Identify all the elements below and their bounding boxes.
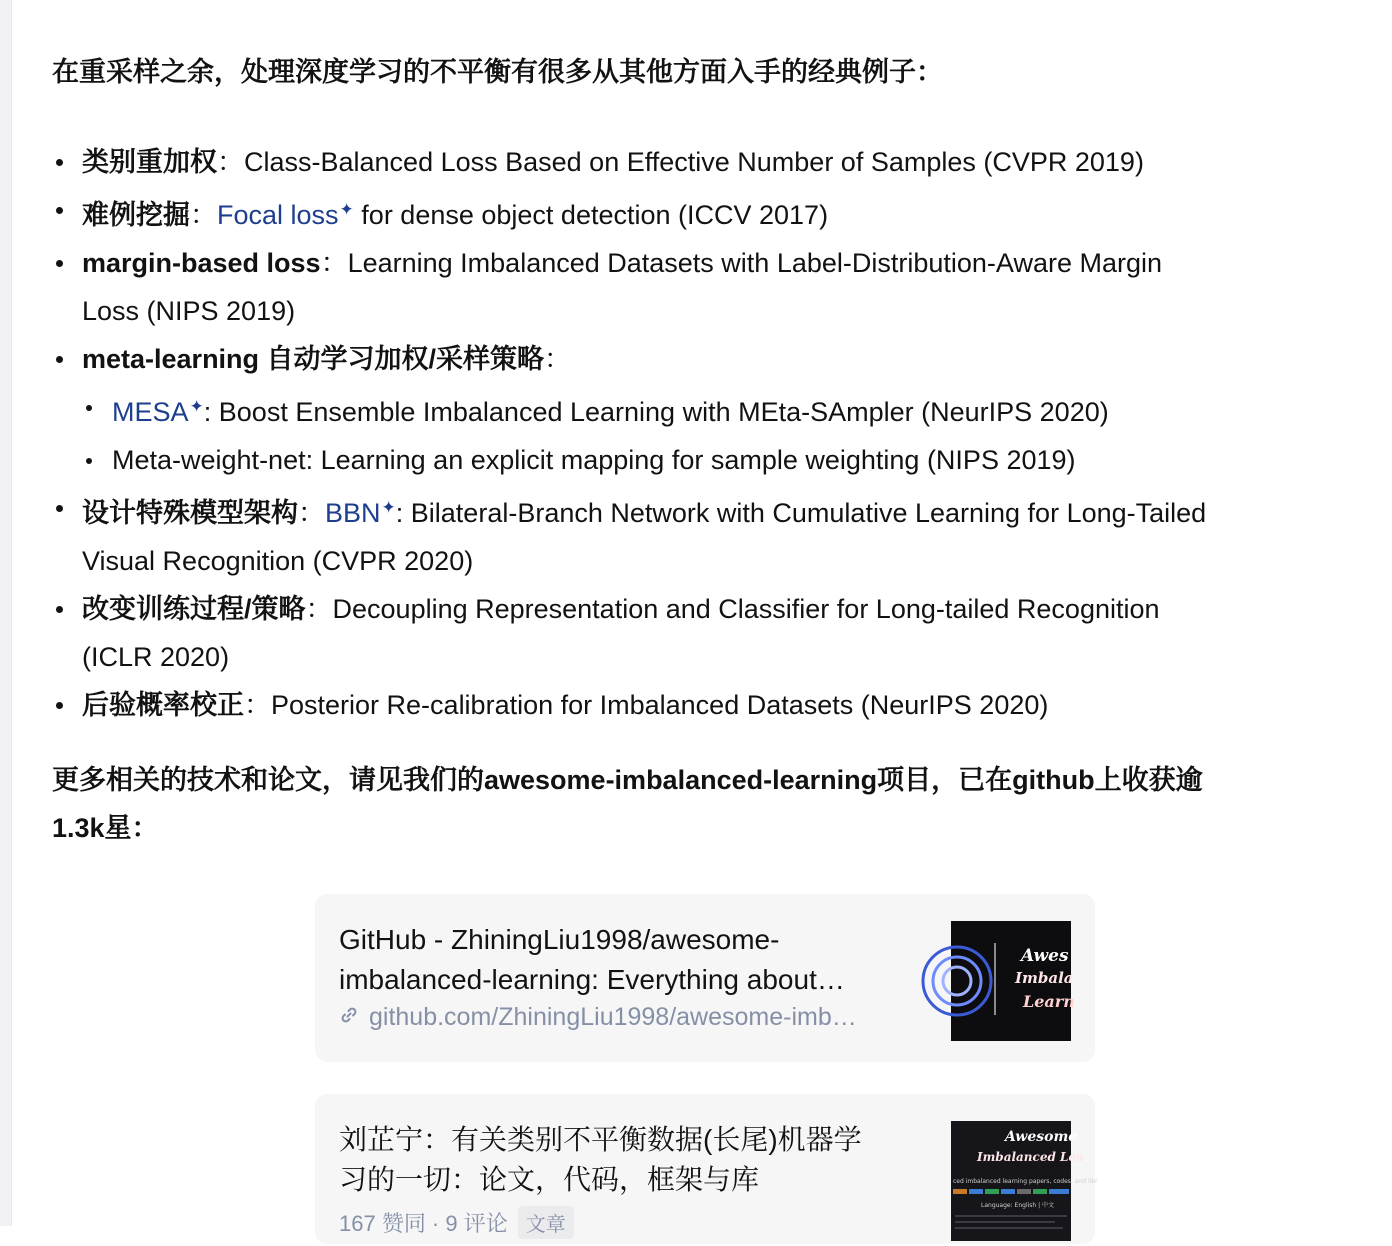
list-item: 后验概率校正：Posterior Re-calibration for Imbalanced Datasets (NeurIPS 2020) <box>52 681 1372 729</box>
list-item: margin-based loss：Learning Imbalanced Datasets with Label-Distribution-Aware Margin Loss (NIPS 2019) <box>52 239 1372 335</box>
mesa-link[interactable]: MESA <box>112 397 189 427</box>
item-text-continued: Loss (NIPS 2019) <box>82 296 296 326</box>
technique-list <box>52 138 1372 729</box>
card-thumbnail <box>951 1121 1098 1241</box>
svg-text:Imbala: Imbala <box>1015 969 1074 987</box>
link-chain-icon <box>339 1005 361 1031</box>
list-item: 改变训练过程/策略：Decoupling Representation and Classifier for Long-tailed Recognition (ICLR 2020) <box>52 585 1372 681</box>
item-term: 改变训练过程/策略 <box>82 594 306 624</box>
svg-text:Language: English | 中文: Language: English | 中文 <box>981 1202 1055 1209</box>
svg-text:Imbalanced Lea: Imbalanced Lea <box>977 1150 1084 1164</box>
outro-paragraph: 更多相关的技术和论文，请见我们的awesome-imbalanced-learning项目，已在github上收获逾 1.3k星： <box>52 765 1203 843</box>
sub-list-item <box>52 383 1372 436</box>
article-tag: 文章 <box>518 1206 574 1239</box>
item-term: 类别重加权 <box>82 147 217 177</box>
list-item: 类别重加权：Class-Balanced Loss Based on Effective Number of Samples (CVPR 2019) <box>52 138 1372 186</box>
card-title: GitHub - ZhiningLiu1998/awesome- imbalanced-learning: Everything about… <box>339 924 845 995</box>
item-text: Decoupling Representation and Classifier for Long-tailed Recognition <box>332 594 1160 624</box>
card-url: github.com/ZhiningLiu1998/awesome-imb… <box>339 1003 857 1032</box>
spark-icon: ✦ <box>189 397 204 416</box>
bbn-link[interactable]: BBN <box>325 498 381 528</box>
item-text: : Bilateral-Branch Network with Cumulative Learning for Long-Tailed <box>395 498 1207 528</box>
svg-text:Awesome: Awesome <box>1005 1129 1078 1145</box>
item-text: Posterior Re-calibration for Imbalanced Datasets (NeurIPS 2020) <box>271 690 1049 720</box>
zhihu-article-card[interactable] <box>315 1094 1098 1244</box>
card-meta: 167 赞同 · 9 评论 文章 <box>339 1206 574 1239</box>
card-title: 刘芷宁：有关类别不平衡数据(长尾)机器学 习的一切：论文，代码，框架与库 <box>339 1124 862 1195</box>
svg-text:ced imbalanced learning papers: ced imbalanced learning papers, codes, and libr <box>953 1178 1098 1185</box>
left-sidebar-rail <box>0 0 12 1226</box>
github-link-card[interactable] <box>315 894 1095 1062</box>
item-text: Meta-weight-net: Learning an explicit mapping for sample weighting (NIPS 2019) <box>112 445 1076 475</box>
list-item: meta-learning 自动学习加权/采样策略： <box>52 335 1372 383</box>
item-term: margin-based loss <box>82 248 321 278</box>
item-term: 后验概率校正 <box>82 690 244 720</box>
svg-text:Awes: Awes <box>1021 946 1069 966</box>
sub-list-item <box>52 436 1372 484</box>
item-text: Learning Imbalanced Datasets with Label-Distribution-Aware Margin <box>347 248 1162 278</box>
item-text: : Boost Ensemble Imbalanced Learning with MEta-SAmpler (NeurIPS 2020) <box>203 397 1109 427</box>
list-item: 设计特殊模型架构：BBN✦: Bilateral-Branch Network with Cumulative Learning for Long-Tailed Visual Recognition (CVPR 2020) <box>52 484 1372 585</box>
item-term: 设计特殊模型架构 <box>82 498 298 528</box>
card-thumbnail <box>951 921 1075 1041</box>
svg-text:Learn: Learn <box>1023 992 1075 1011</box>
list-item: 难例挖掘：Focal loss✦ for dense object detection (ICCV 2017) <box>52 186 1372 239</box>
spark-icon: ✦ <box>381 498 396 517</box>
focal-loss-link[interactable]: Focal loss <box>217 200 339 230</box>
item-text: Class-Balanced Loss Based on Effective Number of Samples (CVPR 2019) <box>244 147 1144 177</box>
item-term: 难例挖掘 <box>82 200 190 230</box>
item-text-continued: (ICLR 2020) <box>82 642 230 672</box>
intro-paragraph: 在重采样之余，处理深度学习的不平衡有很多从其他方面入手的经典例子： <box>52 57 943 87</box>
item-text-continued: Visual Recognition (CVPR 2020) <box>82 546 474 576</box>
item-text: for dense object detection (ICCV 2017) <box>353 200 829 230</box>
item-term: meta-learning 自动学习加权/采样策略 <box>82 344 545 374</box>
spark-icon: ✦ <box>339 200 354 219</box>
